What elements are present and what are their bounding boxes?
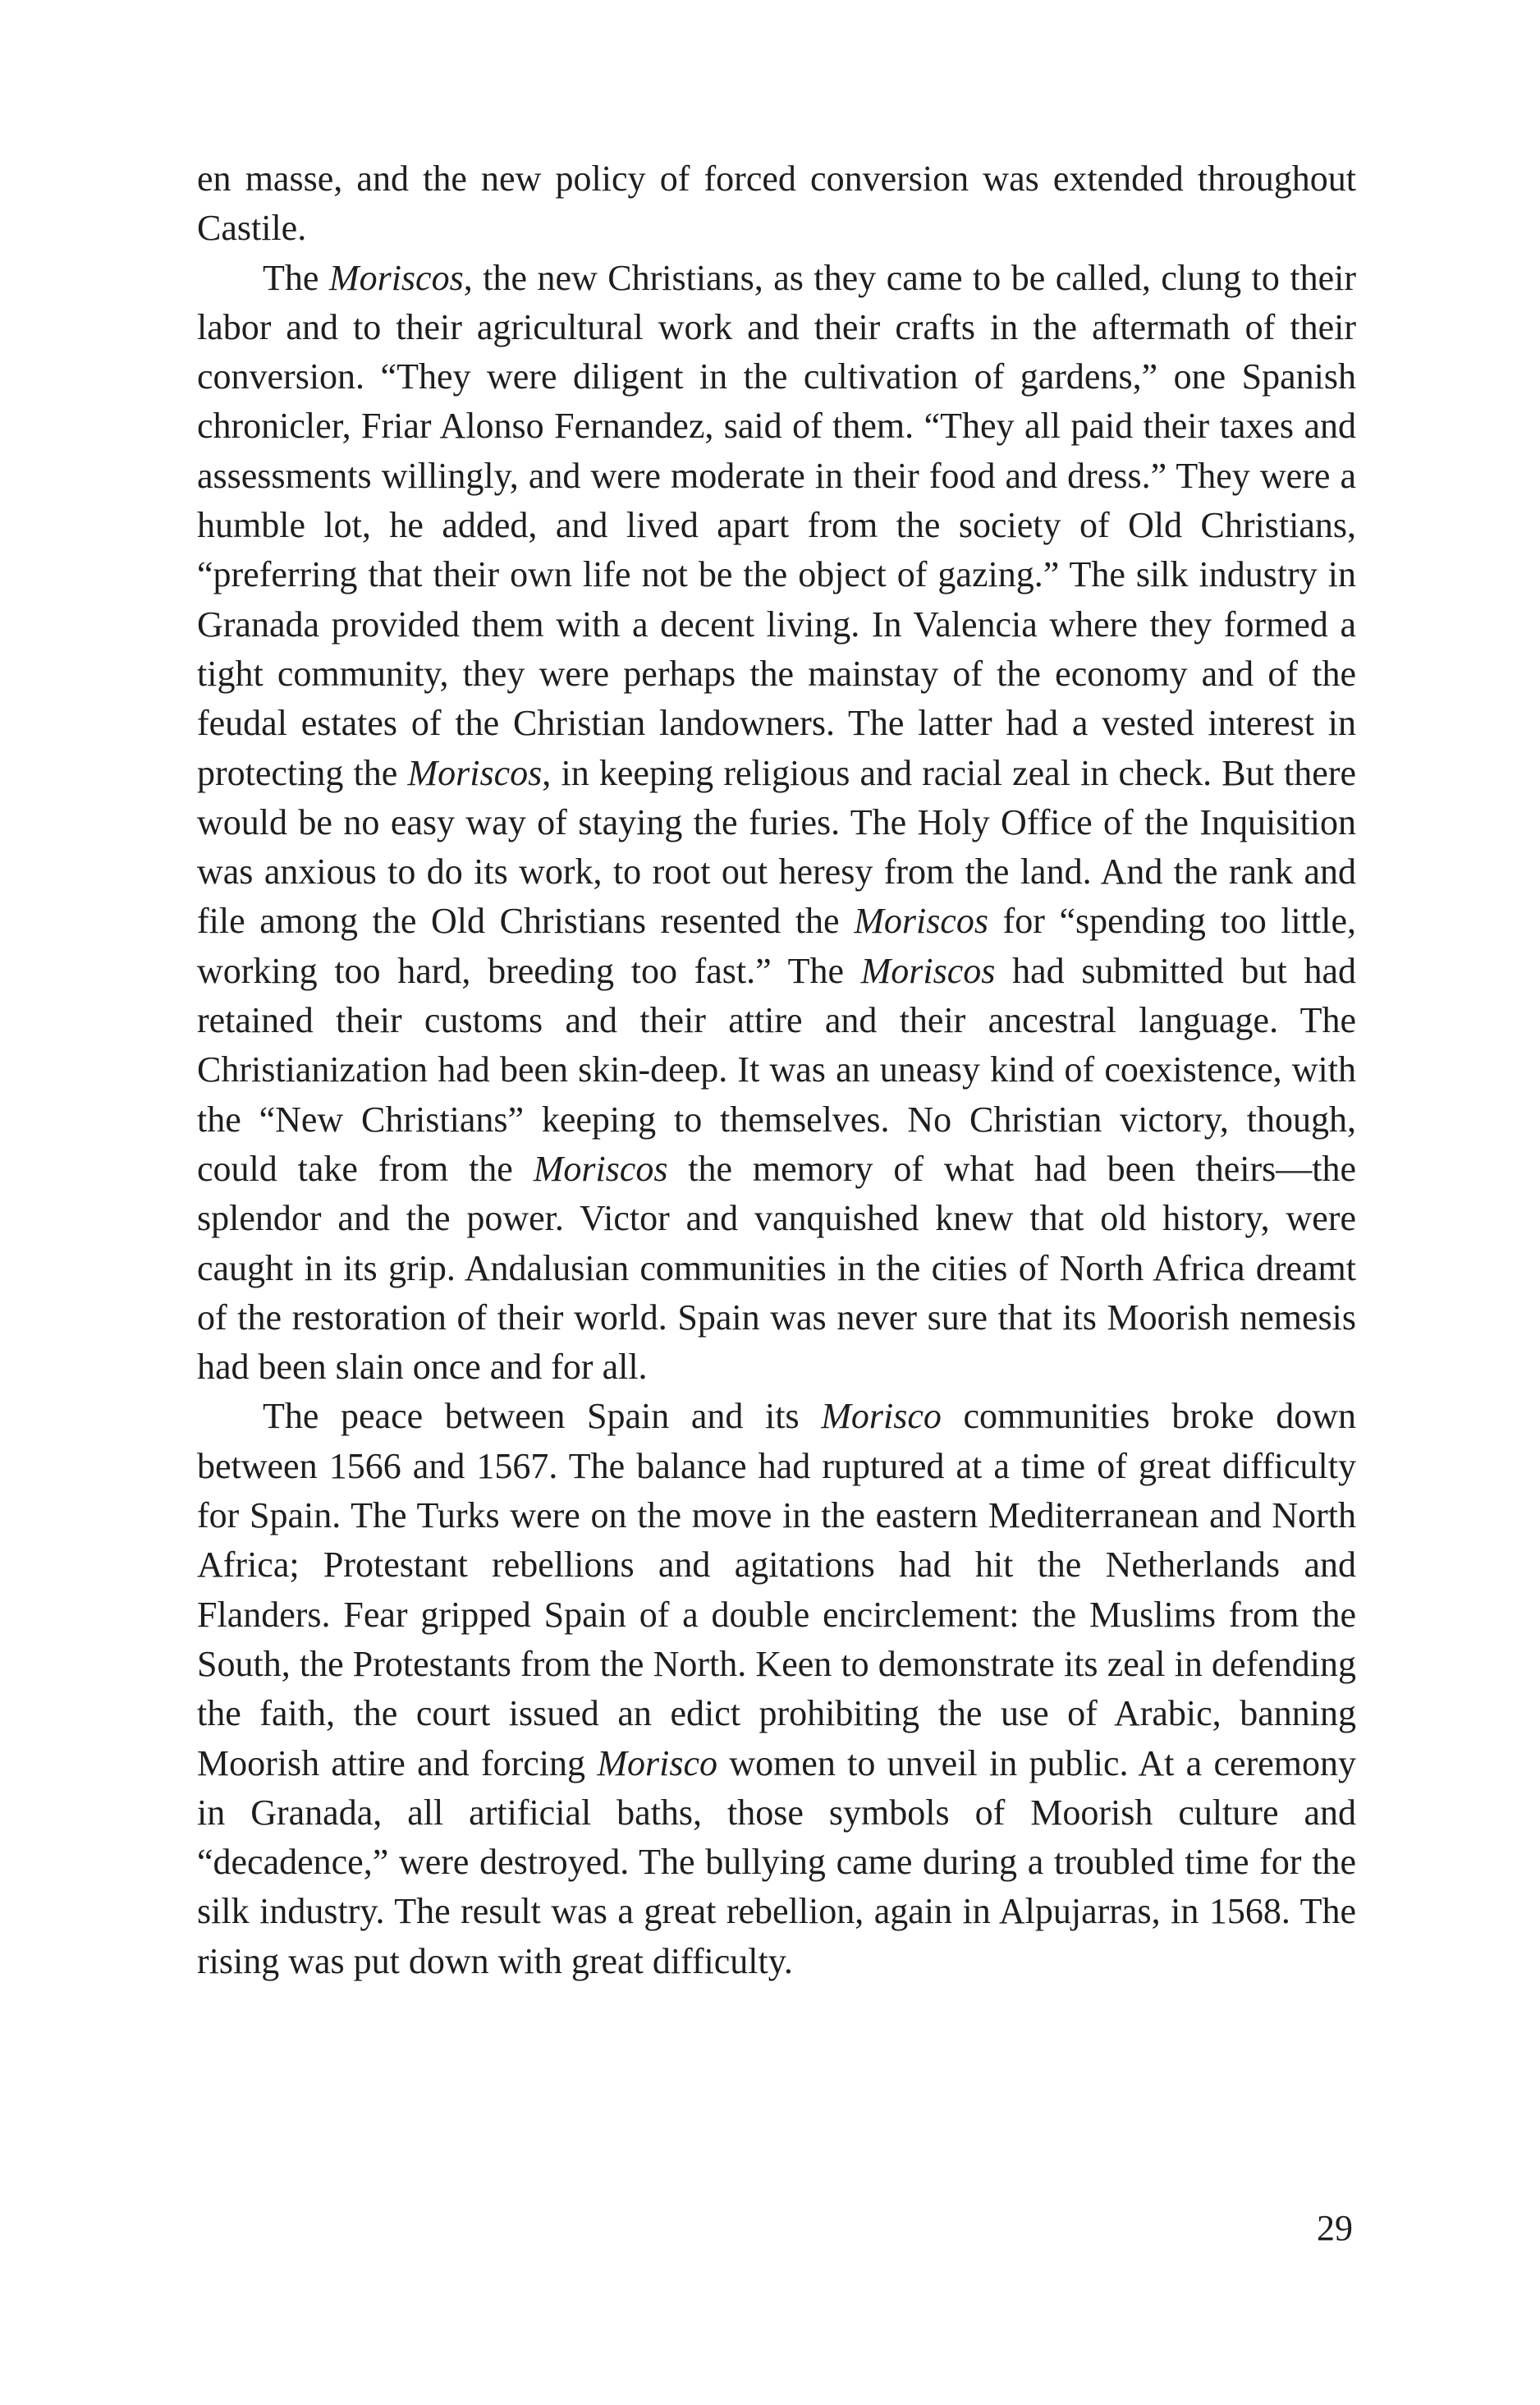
italic-term: Moriscos — [328, 257, 464, 298]
text-run: en masse, and the new policy of forced conversion was extended throughout Castile. — [197, 158, 1356, 249]
text-run: had submitted but had retained their customs and their attire and their ancestral language. The Christianization had been skin-deep. It was an uneasy kind of coexistence, with the “New Christians” keeping to themselves. No Christian victory, though, could take from the — [197, 950, 1356, 1189]
italic-term: Moriscos — [533, 1148, 668, 1189]
text-run: The peace between Spain and its — [263, 1396, 822, 1437]
body-text — [197, 154, 1356, 1986]
page-number: 29 — [1317, 2208, 1353, 2248]
italic-term: Morisco — [597, 1742, 717, 1783]
italic-term: Morisco — [821, 1396, 942, 1437]
paragraph-3 — [197, 1392, 1356, 1986]
italic-term: Moriscos — [854, 901, 988, 942]
text-run: the memory of what had been theirs—the splendor and the power. Victor and vanquished knew that old history, were caught in its grip. Andalusian communities in the cities of North Africa dreamt of the restoration of their world. Spain was never sure that its Moorish nemesis had been slain once and for all. — [197, 1148, 1356, 1388]
text-run: , the new Christians, as they came to be called, clung to their labor and to their agricultural work and their crafts in the aftermath of their conversion. “They were diligent in the cultivation of gardens,” one Spanish chronicler, Friar Alonso Fernandez, said of them. “They all paid their taxes and assessments willingly, and were moderate in their food and dress.” They were a humble lot, he added, and lived apart from the society of Old Christians, “preferring that their own life not be the object of gazing.” The silk industry in Granada provided them with a decent living. In Valencia where they formed a tight community, they were perhaps the mainstay of the economy and of the feudal estates of the Christian landowners. The latter had a vested interest in protecting the — [197, 257, 1356, 793]
text-run: , in keeping religious and racial zeal in check. But there would be no easy way of staying the furies. The Holy Office of the Inquisition was anxious to do its work, to root out heresy from the land. And the rank and file among the Old Christians resented the — [197, 752, 1356, 942]
paragraph-2 — [197, 254, 1356, 1393]
text-run: women to unveil in public. At a ceremony in Granada, all artificial baths, those symbols of Moorish culture and “decadence,” were destroyed. The bullying came during a troubled time for the silk industry. The result was a great rebellion, again in Alpujarras, in 1568. The rising was put down with great difficulty. — [197, 1742, 1356, 1981]
text-run: for “spending too little, working too hard, breeding too fast.” The — [197, 901, 1356, 991]
paragraph-1 — [197, 154, 1356, 254]
italic-term: Moriscos — [860, 950, 996, 991]
text-run: The — [263, 257, 329, 298]
text-run: communities broke down between 1566 and 1567. The balance had ruptured at a time of great difficulty for Spain. The Turks were on the move in the eastern Mediterranean and North Africa; Protestant rebellions and agitations had hit the Netherlands and Flanders. Fear gripped Spain of a double encirclement: the Muslims from the South, the Protestants from the North. Keen to demonstrate its zeal in defending the faith, the court issued an edict prohibiting the use of Arabic, banning Moorish attire and forcing — [197, 1396, 1357, 1783]
italic-term: Moriscos — [407, 752, 543, 793]
